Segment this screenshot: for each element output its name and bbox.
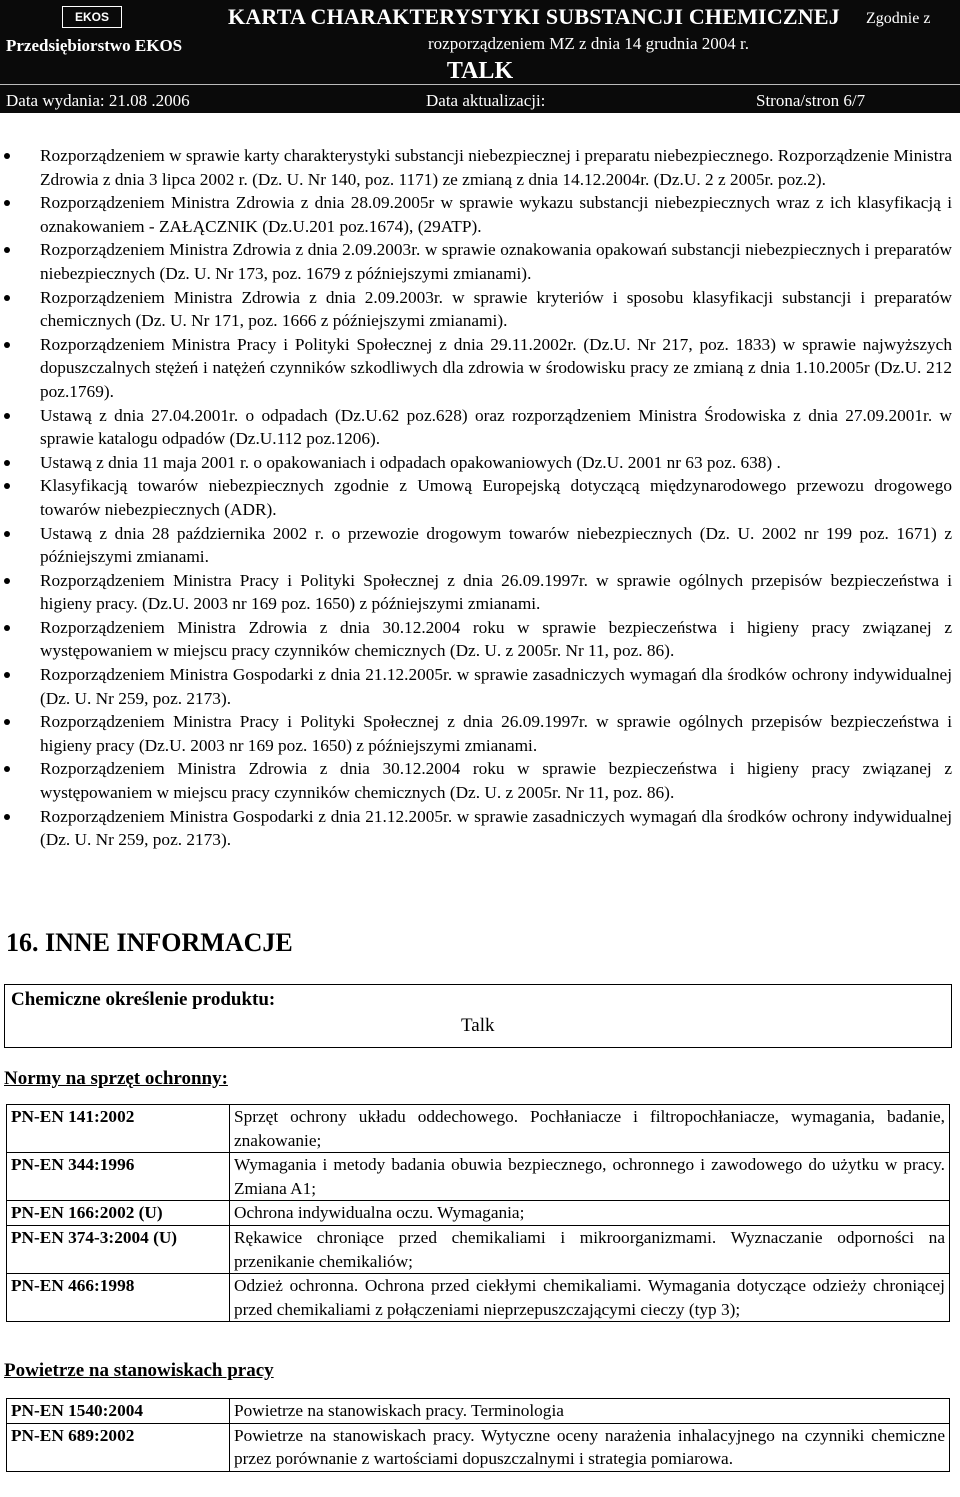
header-divider xyxy=(0,84,960,85)
list-item-text: Ustawą z dnia 28 października 2002 r. o przewozie drogowym towarów niebezpiecznych (Dz. U. 2002 nr 199 poz. 1671) z późniejszymi zmianami. xyxy=(40,523,952,567)
norm-description: Wymagania i metody badania obuwia bezpiecznego, ochronnego i zawodowego do użytku w pracy. Zmiana A1; xyxy=(234,1155,945,1198)
bullet-icon xyxy=(4,342,10,348)
bullet-icon xyxy=(4,719,10,725)
product-box xyxy=(4,984,952,1048)
list-item xyxy=(0,451,960,475)
regulation-line: rozporządzeniem MZ z dnia 14 grudnia 2004 r. xyxy=(428,34,750,53)
bullet-icon xyxy=(4,413,10,419)
norm-description: Powietrze na stanowiskach pracy. Terminologia xyxy=(234,1401,564,1420)
bullet-icon xyxy=(4,766,10,772)
norm-code: PN-EN 166:2002 (U) xyxy=(7,1201,230,1226)
list-item xyxy=(0,238,960,285)
list-item-text: Rozporządzeniem Ministra Zdrowia z dnia 28.09.2005r w sprawie wykazu substancji niebezpiecznych wraz z ich klasyfikacją i oznakowaniem - ZAŁĄCZNIK (Dz.U.201 poz.1674), (29ATP). xyxy=(40,193,952,236)
bullet-icon xyxy=(4,247,10,253)
table-row xyxy=(7,1201,950,1226)
list-item xyxy=(0,404,960,451)
list-item xyxy=(0,569,960,616)
bullet-icon xyxy=(4,295,10,301)
table-row xyxy=(7,1399,950,1424)
equipment-heading: Normy na sprzęt ochronny: xyxy=(4,1068,228,1089)
list-item xyxy=(0,616,960,663)
norm-description: Sprzęt ochrony układu oddechowego. Pochłaniacze i filtropochłaniacze, wymagania, badanie, znakowanie; xyxy=(234,1107,945,1150)
bullet-icon xyxy=(4,153,10,159)
bullet-icon xyxy=(4,672,10,678)
list-item xyxy=(0,710,960,757)
list-item-text: Rozporządzeniem Ministra Zdrowia z dnia 30.12.2004 roku w sprawie bezpieczeństwa i higieny pracy związanej z występowaniem w miejscu pracy czynników chemicznych (Dz. U. z 2005r. Nr 11, poz. 86). xyxy=(40,617,952,661)
air-norms-table xyxy=(6,1398,950,1472)
list-item xyxy=(0,757,960,804)
company-name: Przedsiębiorstwo EKOS xyxy=(6,36,183,55)
air-heading: Powietrze na stanowiskach pracy xyxy=(4,1360,274,1381)
equipment-norms-table xyxy=(6,1104,950,1322)
sheet-title: KARTA CHARAKTERYSTYKI SUBSTANCJI CHEMICZNEJ xyxy=(228,4,840,29)
norm-code: PN-EN 344:1996 xyxy=(7,1153,230,1201)
list-item xyxy=(0,333,960,404)
list-item-text: Rozporządzeniem Ministra Pracy i Polityki Społecznej z dnia 29.11.2002r. (Dz.U. Nr 217, poz. 1833) w sprawie najwyższych dopuszczalnych stężeń i natężeń czynników szkodliwych dla zdrowia w środowisku pracy ze zmianą z dnia 1.10.2005r (Dz.U. 212 poz.1769). xyxy=(40,334,952,401)
bullet-icon xyxy=(4,531,10,537)
bullet-icon xyxy=(4,483,10,489)
list-item xyxy=(0,286,960,333)
list-item-text: Rozporządzeniem Ministra Gospodarki z dnia 21.12.2005r. w sprawie zasadniczych wymagań dla środków ochrony indywidualnej (Dz. U. Nr 259, poz. 2173). xyxy=(40,665,952,708)
table-row xyxy=(7,1274,950,1322)
bullet-icon xyxy=(4,460,10,466)
update-date: Data aktualizacji: xyxy=(426,91,546,110)
list-item xyxy=(0,191,960,238)
list-item-text: Rozporządzeniem w sprawie karty charakterystyki substancji niebezpiecznej i preparatu niebezpiecznego. Rozporządzenie Ministra Zdrowia z dnia 3 lipca 2002 r. (Dz. U. Nr 140, poz. 1171) ze zmianą z dnia 14.12.2004r. (Dz.U. 2 z 2005r. poz.2). xyxy=(40,146,952,189)
norm-code: PN-EN 1540:2004 xyxy=(7,1399,230,1424)
product-label: Chemiczne określenie produktu: xyxy=(11,989,276,1010)
list-item xyxy=(0,522,960,569)
list-item-text: Rozporządzeniem Ministra Pracy i Polityki Społecznej z dnia 26.09.1997r. w sprawie ogólnych przepisów bezpieczeństwa i higieny pracy (Dz.U. 2003 nr 169 poz. 1650) z późniejszymi zmianami. xyxy=(40,712,952,755)
list-item-text: Rozporządzeniem Ministra Gospodarki z dnia 21.12.2005r. w sprawie zasadniczych wymagań dla środków ochrony indywidualnej (Dz. U. Nr 259, poz. 2173). xyxy=(40,806,952,850)
norm-code: PN-EN 374-3:2004 (U) xyxy=(7,1225,230,1273)
norm-code: PN-EN 689:2002 xyxy=(7,1423,230,1471)
norm-description: Powietrze na stanowiskach pracy. Wytyczne oceny narażenia inhalacyjnego na czynniki chemiczne przez porównanie z wartościami dopuszczalnymi i strategia pomiarowa. xyxy=(234,1425,945,1469)
bullet-icon xyxy=(4,814,10,820)
list-item xyxy=(0,144,960,191)
table-row xyxy=(7,1225,950,1273)
norm-code: PN-EN 141:2002 xyxy=(7,1105,230,1153)
table-row xyxy=(7,1105,950,1153)
table-row xyxy=(7,1153,950,1201)
document-header xyxy=(0,0,960,113)
list-item xyxy=(0,663,960,710)
page-number: Strona/stron 6/7 xyxy=(756,91,866,110)
regulations-list xyxy=(0,144,960,852)
list-item-text: Rozporządzeniem Ministra Pracy i Polityki Społecznej z dnia 26.09.1997r. w sprawie ogólnych przepisów bezpieczeństwa i higieny pracy. (Dz.U. 2003 nr 169 poz. 1650) z późniejszymi zmianami. xyxy=(40,570,952,614)
list-item-text: Ustawą z dnia 27.04.2001r. o odpadach (Dz.U.62 poz.628) oraz rozporządzeniem Ministra Środowiska z dnia 27.09.2001r. w sprawie katalogu odpadów (Dz.U.112 poz.1206). xyxy=(40,405,952,449)
list-item xyxy=(0,805,960,852)
title-extension: Zgodnie z xyxy=(866,10,931,27)
issue-date: Data wydania: 21.08 .2006 xyxy=(6,91,190,110)
bullet-icon xyxy=(4,200,10,206)
norm-code: PN-EN 466:1998 xyxy=(7,1274,230,1322)
norm-description: Ochrona indywidualna oczu. Wymagania; xyxy=(234,1203,525,1223)
list-item-text: Klasyfikacją towarów niebezpiecznych zgodnie z Umową Europejską dotyczącą międzynarodowego przewozu drogowego towarów niebezpiecznych (ADR). xyxy=(40,476,952,519)
product-name: TALK xyxy=(446,58,514,84)
section-heading: 16. INNE INFORMACJE xyxy=(6,928,293,957)
bullet-icon xyxy=(4,578,10,584)
bullet-icon xyxy=(4,625,10,631)
list-item-text: Rozporządzeniem Ministra Zdrowia z dnia 2.09.2003r. w sprawie oznakowania opakowań substancji niebezpiecznych i preparatów niebezpiecznych (Dz. U. Nr 173, poz. 1679 z późniejszymi zmianami). xyxy=(40,240,952,283)
norm-description: Rękawice chroniące przed chemikaliami i mikroorganizmami. Wyznaczanie odporności na przenikanie chemikaliów; xyxy=(234,1227,945,1271)
table-row xyxy=(7,1423,950,1471)
list-item xyxy=(0,474,960,521)
product-value: Talk xyxy=(461,1015,495,1036)
list-item-text: Rozporządzeniem Ministra Zdrowia z dnia 30.12.2004 roku w sprawie bezpieczeństwa i higieny pracy związanej z występowaniem w miejscu pracy czynników chemicznych (Dz. U. z 2005r. Nr 11, poz. 86). xyxy=(40,759,952,803)
list-item-text: Rozporządzeniem Ministra Zdrowia z dnia 2.09.2003r. w sprawie kryteriów i sposobu klasyfikacji substancji i preparatów chemicznych (Dz. U. Nr 171, poz. 1666 z późniejszymi zmianami). xyxy=(40,287,952,331)
company-logo: EKOS xyxy=(62,6,122,28)
norm-description: Odzież ochronna. Ochrona przed ciekłymi chemikaliami. Wymagania dotyczące odzieży chroniącej przed chemikaliami z połączeniami nieprzepuszczającymi cieczy (typ 3); xyxy=(234,1276,945,1319)
list-item-text: Ustawą z dnia 11 maja 2001 r. o opakowaniach i odpadach opakowaniowych (Dz.U. 2001 nr 63 poz. 638) . xyxy=(40,452,781,472)
